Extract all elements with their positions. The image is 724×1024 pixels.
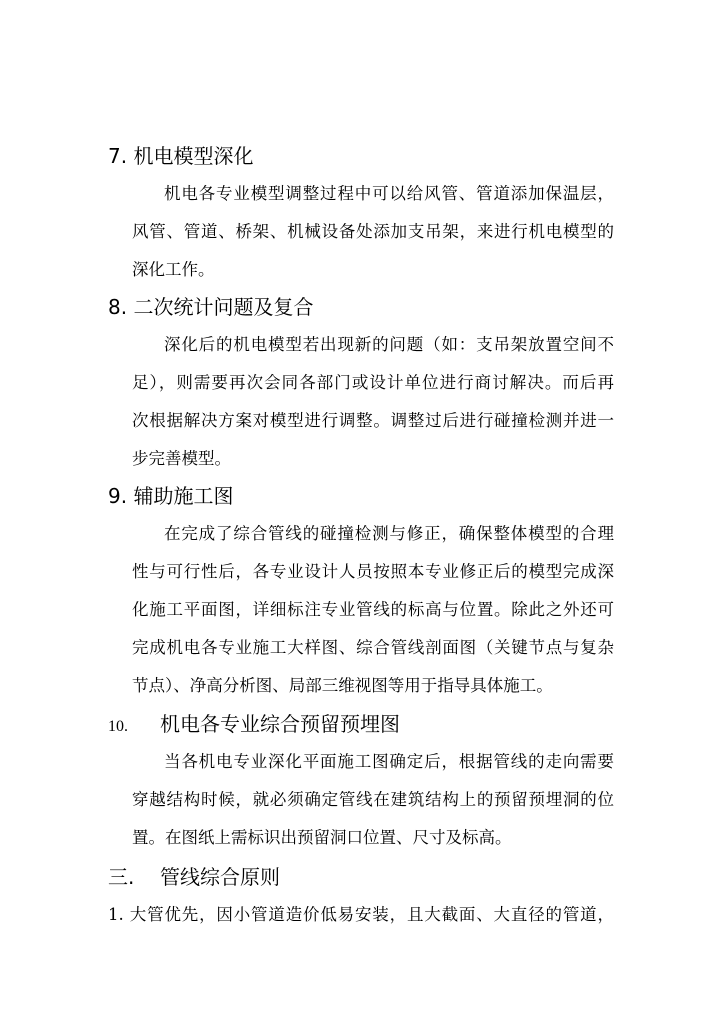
section-10-line-2: 穿越结构时候，就必须确定管线在建筑结构上的预留预埋洞的位	[132, 790, 614, 809]
section-10-line-3: 置。在图纸上需标识出预留洞口位置、尺寸及标高。	[132, 828, 512, 847]
section-10-line-1: 当各机电专业深化平面施工图确定后，根据管线的走向需要	[164, 752, 614, 771]
section-8-line-3: 次根据解决方案对模型进行调整。调整过后进行碰撞检测并进一	[132, 411, 614, 430]
section-7-heading: 7. 机电模型深化	[108, 144, 254, 168]
section-9-line-2: 性与可行性后，各专业设计人员按照本专业修正后的模型完成深	[132, 562, 614, 581]
section-9-line-1: 在完成了综合管线的碰撞检测与修正，确保整体模型的合理	[164, 524, 614, 543]
principle-1-line-1: 1. 大管优先，因小管道造价低易安装，且大截面、大直径的管道，	[108, 905, 614, 924]
section-9-line-5: 节点）、净高分析图、局部三维视图等用于指导具体施工。	[132, 676, 553, 695]
section-7-line-3: 深化工作。	[132, 260, 215, 279]
section-10-title: 机电各专业综合预留预埋图	[160, 712, 400, 736]
chapter-3-title: 管线综合原则	[160, 865, 280, 889]
section-8-line-2: 足），则需要再次会同各部门或设计单位进行商讨解决。而后再	[132, 373, 614, 392]
section-8-heading: 8. 二次统计问题及复合	[108, 295, 314, 319]
chapter-3-heading	[108, 865, 280, 889]
section-9-line-4: 完成机电各专业施工大样图、综合管线剖面图（关键节点与复杂	[132, 638, 614, 657]
section-8-line-1: 深化后的机电模型若出现新的问题（如：支吊架放置空间不	[164, 335, 614, 354]
section-9-heading: 9. 辅助施工图	[108, 484, 234, 508]
section-7-line-1: 机电各专业模型调整过程中可以给风管、管道添加保温层，	[164, 184, 614, 203]
section-7-line-2: 风管、管道、桥架、机械设备处添加支吊架，来进行机电模型的	[132, 222, 614, 241]
section-9-line-3: 化施工平面图，详细标注专业管线的标高与位置。除此之外还可	[132, 600, 614, 619]
section-10-number: 10.	[108, 718, 128, 735]
section-8-line-4: 步完善模型。	[132, 449, 231, 468]
chapter-3-number: 三.	[108, 865, 135, 889]
section-10-heading	[108, 712, 400, 739]
